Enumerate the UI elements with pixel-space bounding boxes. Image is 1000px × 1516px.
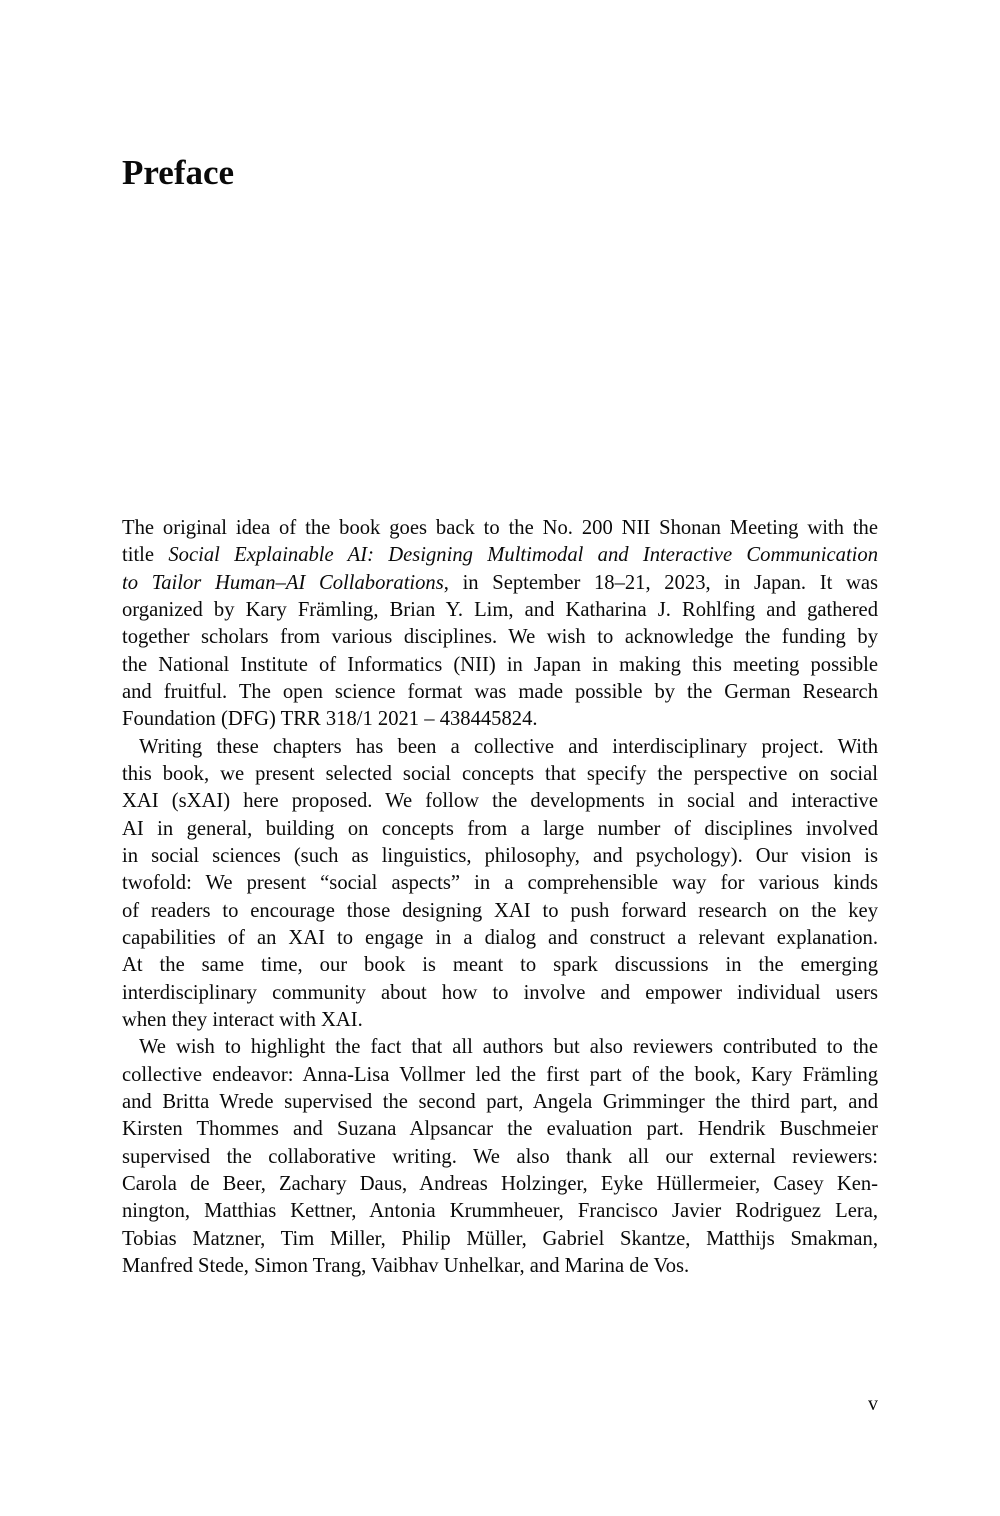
text-segment: XAI (sXAI) here proposed. We follow the developments in social and interactive <box>122 790 878 813</box>
page-title: Preface <box>122 153 235 193</box>
text-segment: of readers to encourage those designing XAI to push forward research on the key <box>122 899 878 922</box>
text-segment: The original idea of the book goes back to the No. 200 NII Shonan Meeting with the <box>122 517 878 539</box>
text-line <box>122 761 878 788</box>
page-number: v <box>868 1393 878 1415</box>
text-line <box>122 898 878 925</box>
text-line <box>122 1253 878 1280</box>
text-line <box>122 1116 878 1143</box>
text-segment: title <box>122 544 169 567</box>
text-line <box>122 980 878 1007</box>
text-line <box>122 1089 878 1116</box>
text-line <box>122 1198 878 1225</box>
text-line <box>122 1144 878 1171</box>
text-segment: capabilities of an XAI to engage in a dialog and construct a relevant explanation. <box>122 926 878 949</box>
text-segment: together scholars from various disciplines. We wish to acknowledge the funding by <box>122 626 878 649</box>
text-line <box>122 679 878 706</box>
text-line <box>122 1171 878 1198</box>
text-segment: and fruitful. The open science format was made possible by the German Research <box>122 680 878 703</box>
text-segment: collective endeavor: Anna-Lisa Vollmer led the first part of the book, Kary Främling <box>122 1063 878 1086</box>
text-line <box>122 597 878 624</box>
text-line <box>122 843 878 870</box>
text-segment: the National Institute of Informatics (NII) in Japan in making this meeting possible <box>122 653 878 676</box>
text-segment: Kirsten Thommes and Suzana Alpsancar the evaluation part. Hendrik Buschmeier <box>122 1118 878 1141</box>
text-segment: interdisciplinary community about how to involve and empower individual users <box>122 981 878 1004</box>
text-segment: and Britta Wrede supervised the second part, Angela Grimminger the third part, and <box>122 1090 878 1113</box>
text-segment: this book, we present selected social concepts that specify the perspective on social <box>122 762 878 785</box>
text-line <box>122 706 878 733</box>
text-line <box>122 515 878 542</box>
text-segment: We wish to highlight the fact that all authors but also reviewers contributed to the <box>139 1036 878 1059</box>
text-segment: nington, Matthias Kettner, Antonia Krummheuer, Francisco Javier Rodriguez Lera, <box>122 1200 878 1223</box>
italic-text-segment: Social Explainable AI: Designing Multimodal and Interactive Communication <box>168 544 878 567</box>
text-line <box>122 570 878 597</box>
text-line <box>122 952 878 979</box>
body-text <box>122 515 878 1280</box>
text-segment: Carola de Beer, Zachary Daus, Andreas Holzinger, Eyke Hüllermeier, Casey Ken- <box>122 1172 878 1195</box>
text-line <box>122 734 878 761</box>
text-line <box>122 1062 878 1089</box>
text-segment: At the same time, our book is meant to spark discussions in the emerging <box>122 954 878 977</box>
text-line <box>122 870 878 897</box>
text-line <box>122 816 878 843</box>
text-line <box>122 624 878 651</box>
text-segment: Tobias Matzner, Tim Miller, Philip Müller, Gabriel Skantze, Matthijs Smakman, <box>122 1227 878 1250</box>
text-line <box>122 542 878 569</box>
text-line <box>122 1007 878 1034</box>
text-segment: twofold: We present “social aspects” in a comprehensible way for various kinds <box>122 872 878 895</box>
text-segment: Manfred Stede, Simon Trang, Vaibhav Unhelkar, and Marina de Vos. <box>122 1254 690 1277</box>
italic-text-segment: to Tailor Human–AI Collaborations <box>122 571 444 594</box>
text-segment: , in September 18–21, 2023, in Japan. It was <box>443 571 878 594</box>
text-line <box>122 652 878 679</box>
text-segment: in social sciences (such as linguistics, philosophy, and psychology). Our vision is <box>122 844 878 867</box>
text-segment: Foundation (DFG) TRR 318/1 2021 – 438445824. <box>122 708 538 731</box>
text-segment: when they interact with XAI. <box>122 1008 363 1031</box>
text-line <box>122 1226 878 1253</box>
text-segment: supervised the collaborative writing. We also thank all our external reviewers: <box>122 1145 878 1168</box>
text-segment: AI in general, building on concepts from a large number of disciplines involved <box>122 817 878 840</box>
text-segment: Writing these chapters has been a collective and interdisciplinary project. With <box>139 735 878 758</box>
text-segment: organized by Kary Främling, Brian Y. Lim, and Katharina J. Rohlfing and gathered <box>122 598 878 621</box>
text-line <box>122 1034 878 1061</box>
text-line <box>122 925 878 952</box>
text-line <box>122 788 878 815</box>
